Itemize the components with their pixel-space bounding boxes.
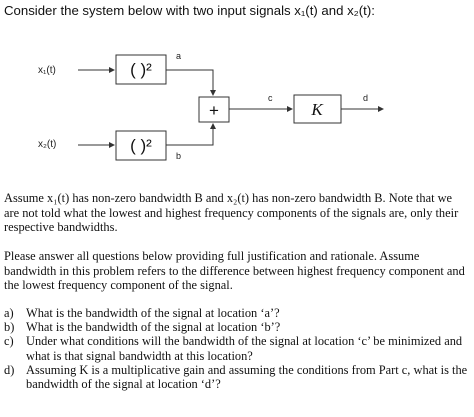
node-d-label: d bbox=[363, 93, 369, 103]
block-diagram bbox=[0, 0, 474, 185]
input-x1-label: x₁(t) bbox=[38, 65, 56, 76]
question-c-label: c) bbox=[4, 334, 14, 349]
question-a-label: a) bbox=[4, 306, 14, 320]
square-block-1-label: ( )² bbox=[130, 60, 152, 79]
assumption-paragraph: Assume x₁(t) has non-zero bandwidth B and x₂(t) has non-zero bandwidth B. Note that we are not told what the lowest and highest frequency components of the signals are, only their respective bandwidths. bbox=[4, 191, 459, 235]
question-c bbox=[4, 334, 470, 362]
question-a-text: What is the bandwidth of the signal at location ‘a’? bbox=[26, 306, 280, 320]
node-c-label: c bbox=[268, 93, 273, 103]
question-b-label: b) bbox=[4, 320, 15, 335]
problem-heading: Consider the system below with two input signals x₁(t) and x₂(t): bbox=[4, 3, 375, 18]
question-b-text: What is the bandwidth of the signal at location ‘b’? bbox=[26, 320, 281, 335]
path-b-to-adder bbox=[166, 124, 213, 145]
instructions-paragraph: Please answer all questions below providing full justification and rationale. Assume bandwidth in this problem refers to the difference between highest frequency component and the lowest frequency component of the signal. bbox=[4, 249, 465, 293]
input-x2-label: x₂(t) bbox=[38, 139, 57, 150]
node-a-label: a bbox=[176, 51, 182, 61]
path-a-to-adder bbox=[166, 70, 213, 95]
square-block-2-label: ( )² bbox=[130, 136, 152, 155]
question-list bbox=[4, 306, 470, 391]
question-d bbox=[4, 363, 470, 391]
question-b bbox=[4, 320, 470, 334]
gain-label: K bbox=[311, 100, 323, 119]
question-a bbox=[4, 306, 470, 320]
question-d-text: Assuming K is a multiplicative gain and assuming the conditions from Part c, what is the bandwidth of the signal at location ‘d’? bbox=[26, 362, 468, 392]
node-b-label: b bbox=[176, 151, 182, 161]
question-d-label: d) bbox=[4, 362, 15, 377]
adder-label: + bbox=[209, 101, 219, 120]
question-c-text: Under what conditions will the bandwidth of the signal at location ‘c’ be minimized and what is that signal bandwidth at this location? bbox=[26, 334, 463, 363]
